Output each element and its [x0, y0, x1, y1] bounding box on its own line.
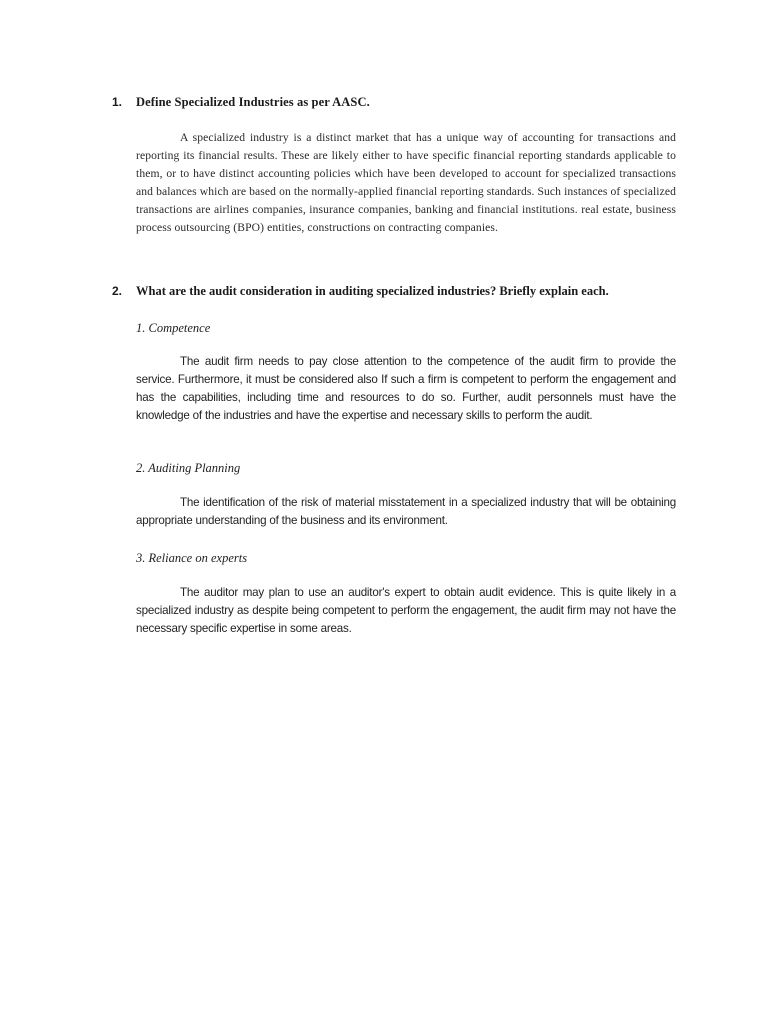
consideration-3-body: The auditor may plan to use an auditor's expert to obtain audit evidence. This is quite likely in a specialized industry as despite being competent to perform the engagement, the audit firm may not have the necessary specific expertise in some areas. [136, 586, 676, 635]
question-1-number: 1. [112, 95, 123, 109]
question-2-number: 2. [112, 284, 123, 298]
consideration-1-body: The audit firm needs to pay close attention to the competence of the audit firm to provide the service. Furthermore, it must be considered also If such a firm is competent to perform the engagement and has the capabilities, including time and resources to do so. Further, audit personnels must have the knowledge of the industries and have the expertise and necessary skills to perform the audit. [136, 355, 676, 422]
consideration-1-heading: 1. Competence [136, 321, 211, 335]
question-1-text: Define Specialized Industries as per AASC. [136, 95, 370, 109]
question-1 [112, 94, 672, 110]
consideration-2-heading: 2. Auditing Planning [136, 461, 241, 475]
question-2 [112, 283, 672, 299]
question-2-text: What are the audit consideration in auditing specialized industries? Briefly explain each. [136, 284, 609, 298]
consideration-2-body: The identification of the risk of material misstatement in a specialized industry that will be obtaining appropriate understanding of the business and its environment. [136, 496, 676, 527]
consideration-3-heading: 3. Reliance on experts [136, 551, 248, 565]
answer-1-paragraph: A specialized industry is a distinct market that has a unique way of accounting for transactions and reporting its financial results. These are likely either to have specific financial reporting standards applicable to them, or to have distinct accounting policies which have been developed to account for specialized transactions and balances which are based on the normally-applied financial reporting standards. Such instances of specialized transactions are airlines companies, insurance companies, banking and financial institutions. real estate, business process outsourcing (BPO) entities, constructions on contracting companies. [136, 131, 676, 234]
